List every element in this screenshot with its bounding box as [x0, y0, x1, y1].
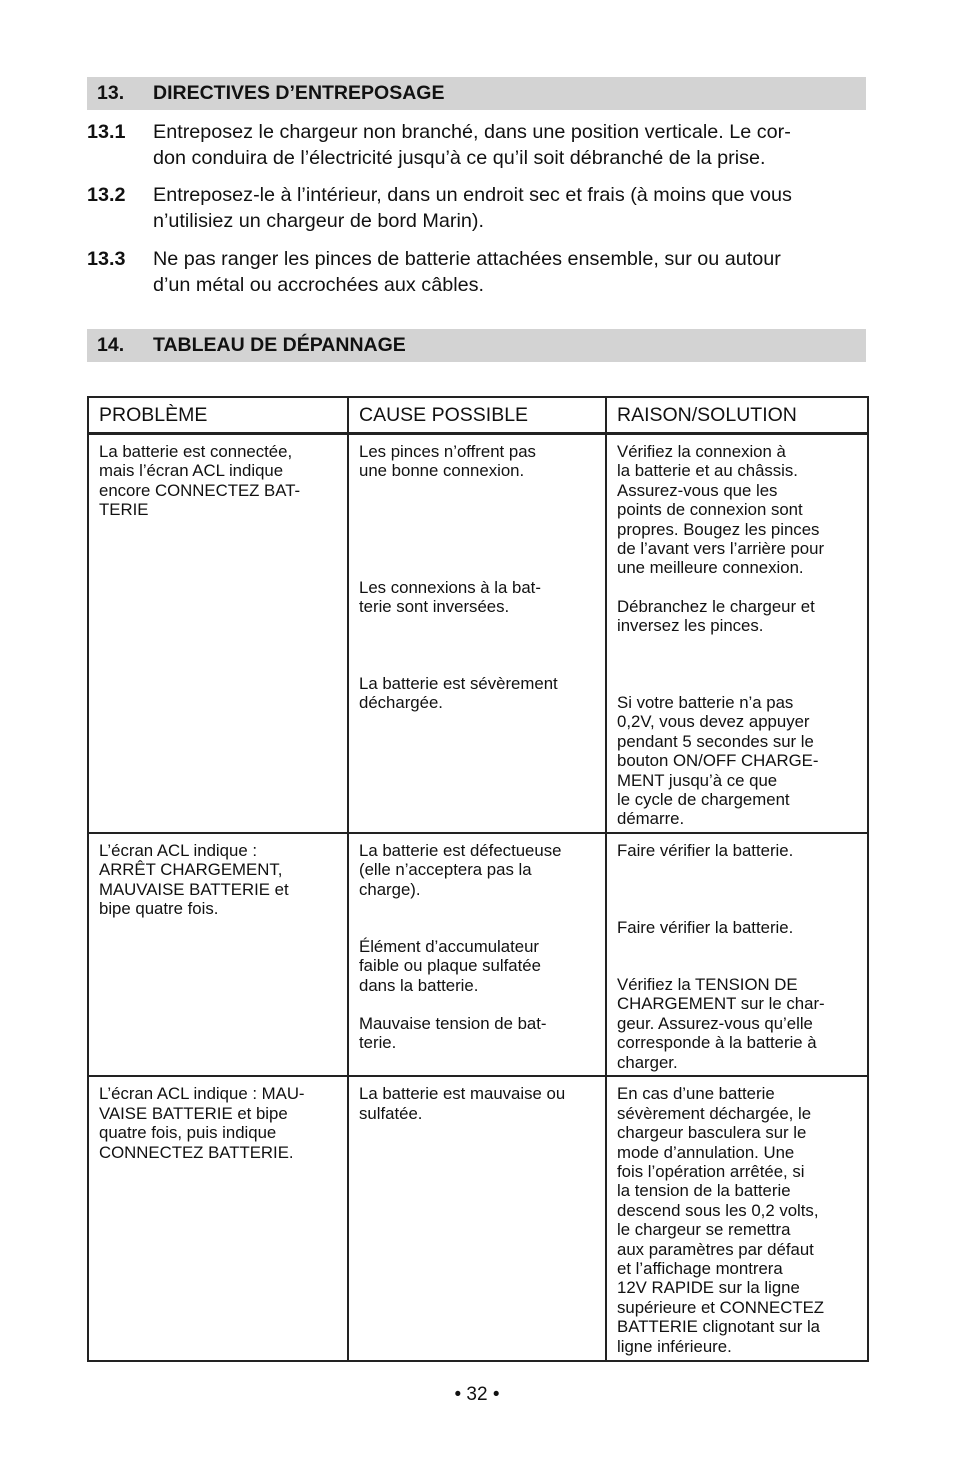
cell-line: déchargée. — [359, 693, 443, 713]
cell-line: CHARGEMENT sur le char- — [617, 994, 825, 1014]
cell-line: dans la batterie. — [359, 975, 479, 995]
section-14-number: 14. — [97, 334, 125, 356]
item-text — [153, 182, 865, 234]
item-number: 13.2 — [87, 184, 126, 206]
cell-line: CONNECTEZ BATTERIE. — [99, 1142, 294, 1162]
cause-cell — [348, 1076, 606, 1361]
cell-line: La batterie est sévèrement — [359, 674, 558, 693]
cell-line: Les connexions à la bat- — [359, 578, 541, 597]
item-line: Entreposez le chargeur non branché, dans une position verticale. Le cor- — [153, 121, 791, 143]
cell-line: bouton ON/OFF CHARGE- — [617, 751, 819, 771]
cell-line: la batterie et au châssis. — [617, 461, 798, 481]
header-solution: RAISON/SOLUTION — [606, 397, 868, 434]
item-line: Entreposez-le à l’intérieur, dans un endroit sec et frais (à moins que vous — [153, 184, 792, 206]
cause-block — [359, 674, 558, 713]
cell-line: Faire vérifier la batterie. — [617, 841, 794, 861]
cell-line: Faire vérifier la batterie. — [617, 918, 794, 938]
cell-line: pendant 5 secondes sur le — [617, 731, 814, 751]
cell-line: geur. Assurez-vous qu’elle — [617, 1013, 813, 1033]
cell-line: inversez les pinces. — [617, 616, 764, 636]
cell-line: Élément d’accumulateur — [359, 937, 540, 957]
cell-line: charge). — [359, 879, 421, 899]
troubleshooting-table — [87, 396, 869, 1362]
cell-line: descend sous les 0,2 volts, — [617, 1200, 819, 1220]
cause-block — [359, 937, 541, 995]
solution-cell — [606, 1076, 868, 1361]
cell-line: la tension de la batterie — [617, 1181, 791, 1201]
cell-line: La batterie est défectueuse — [359, 841, 562, 861]
cell-line: L’écran ACL indique : — [99, 841, 257, 861]
problem-cell — [88, 434, 348, 834]
section-14-header — [87, 329, 866, 362]
cell-line: supérieure et CONNECTEZ — [617, 1297, 825, 1317]
cell-line: de l’avant vers l’arrière pour — [617, 539, 825, 559]
cell-line: propres. Bougez les pinces — [617, 519, 820, 539]
cell-line: Assurez-vous que les — [617, 480, 778, 500]
cell-line: VAISE BATTERIE et bipe — [99, 1103, 288, 1123]
header-cause: CAUSE POSSIBLE — [348, 397, 606, 434]
cell-line: L’écran ACL indique : MAU- — [99, 1084, 305, 1104]
cell-line: terie sont inversées. — [359, 597, 510, 617]
cell-line: En cas d’une batterie — [617, 1084, 775, 1104]
cell-line: Vérifiez la TENSION DE — [617, 975, 798, 995]
cell-line: chargeur basculera sur le — [617, 1123, 807, 1143]
cell-line: 0,2V, vous devez appuyer — [617, 712, 810, 732]
cell-line: fois l’opération arrêtée, si — [617, 1162, 805, 1181]
cell-line: TERIE — [99, 500, 149, 520]
table-row — [88, 1076, 868, 1361]
item-number: 13.1 — [87, 121, 126, 143]
cell-line: sulfatée. — [359, 1103, 423, 1123]
section-14-title: TABLEAU DE DÉPANNAGE — [153, 334, 406, 356]
solution-block — [617, 442, 824, 578]
problem-cell — [88, 1076, 348, 1361]
cause-block — [359, 841, 561, 899]
cell-line: mais l’écran ACL indique — [99, 461, 284, 481]
item-number: 13.3 — [87, 248, 126, 270]
cell-line: quatre fois, puis indique — [99, 1123, 277, 1143]
item-text — [153, 119, 865, 171]
cell-line: mode d’annulation. Une — [617, 1142, 795, 1162]
cell-line: une meilleure connexion. — [617, 558, 804, 578]
cell-line: Les pinces n’offrent pas — [359, 442, 536, 461]
header-problem: PROBLÈME — [88, 397, 348, 434]
cause-cell — [348, 434, 606, 834]
cell-line: bipe quatre fois. — [99, 899, 219, 919]
solution-block — [617, 693, 818, 829]
cell-line: aux paramètres par défaut — [617, 1239, 814, 1259]
cell-line: une bonne connexion. — [359, 461, 525, 481]
page-number: • 32 • — [454, 1384, 500, 1405]
cell-line: MENT jusqu’à ce que — [617, 770, 778, 790]
item-text — [153, 246, 865, 298]
cell-line: MAUVAISE BATTERIE et — [99, 879, 289, 899]
cell-line: La batterie est mauvaise ou — [359, 1084, 566, 1104]
solution-block — [617, 841, 793, 860]
section-13-header — [87, 77, 866, 110]
cell-line: sévèrement déchargée, le — [617, 1103, 812, 1123]
cell-line: démarre. — [617, 809, 685, 829]
item-line: d’un métal ou accrochées aux câbles. — [153, 274, 484, 296]
cell-line: BATTERIE clignotant sur la — [617, 1317, 821, 1337]
solution-block — [617, 918, 793, 937]
cell-line: le chargeur se remettra — [617, 1220, 791, 1240]
cell-line: (elle n’acceptera pas la — [359, 860, 532, 880]
cell-line: encore CONNECTEZ BAT- — [99, 480, 301, 500]
cause-block — [359, 578, 541, 617]
cell-line: corresponde à la batterie à — [617, 1033, 817, 1053]
solution-block — [617, 975, 825, 1072]
item-line: Ne pas ranger les pinces de batterie attachées ensemble, sur ou autour — [153, 248, 781, 270]
cell-line: charger. — [617, 1052, 678, 1072]
cell-line: points de connexion sont — [617, 500, 803, 520]
cell-line: et l’affichage montrera — [617, 1259, 783, 1279]
solution-cell — [606, 833, 868, 1076]
cause-block — [359, 1014, 547, 1053]
item-line: don conduira de l’électricité jusqu’à ce qu’il soit débranché de la prise. — [153, 147, 766, 169]
table-header-row — [88, 397, 868, 434]
table-row — [88, 434, 868, 834]
cell-line: 12V RAPIDE sur la ligne — [617, 1278, 800, 1298]
cause-cell — [348, 833, 606, 1076]
cell-line: Si votre batterie n’a pas — [617, 693, 794, 712]
item-line: n’utilisiez un chargeur de bord Marin). — [153, 210, 484, 232]
solution-cell — [606, 434, 868, 834]
table-row — [88, 833, 868, 1076]
cause-block — [359, 442, 536, 481]
cell-line: le cycle de chargement — [617, 790, 790, 810]
cell-line: Débranchez le chargeur et — [617, 597, 815, 616]
cell-line: terie. — [359, 1033, 397, 1053]
cell-line: faible ou plaque sulfatée — [359, 956, 541, 976]
problem-cell — [88, 833, 348, 1076]
solution-block — [617, 597, 815, 636]
cell-line: La batterie est connectée, — [99, 442, 293, 461]
section-13-title: DIRECTIVES D’ENTREPOSAGE — [153, 82, 445, 104]
section-13-number: 13. — [97, 82, 125, 104]
cell-line: Mauvaise tension de bat- — [359, 1014, 547, 1034]
cell-line: Vérifiez la connexion à — [617, 442, 786, 461]
cell-line: ligne inférieure. — [617, 1336, 732, 1356]
cell-line: ARRÊT CHARGEMENT, — [99, 860, 283, 880]
